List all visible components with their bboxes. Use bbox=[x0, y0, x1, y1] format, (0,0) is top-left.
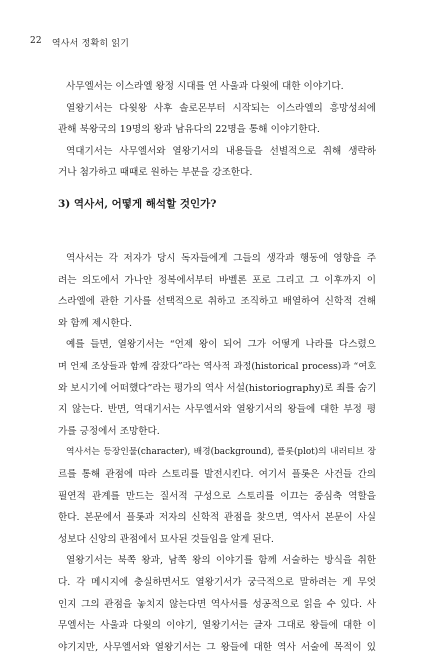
text-line: 르를 통해 관점에 따라 스토리를 발전시킨다. 여기서 플롯은 사건들 간의 bbox=[58, 468, 376, 480]
text-line: 인지 그의 관점을 놓치지 않는다면 역사서를 성공적으로 읽을 수 있다. 사 bbox=[58, 598, 376, 610]
text-line: 와 보시기에 어떠했다”라는 평가의 역사 서설(historiography)로 죄를 숨기 bbox=[58, 382, 376, 394]
text-line: 관해 북왕국의 19명의 왕과 남유다의 22명을 통해 이야기한다. bbox=[58, 124, 320, 136]
text-line: 역대기서는 사무엘서와 열왕기서의 내용들을 선별적으로 취해 생략하 bbox=[66, 145, 376, 157]
text-line: 예를 들면, 열왕기서는 “언제 왕이 되어 그가 어떻게 나라를 다스렸으 bbox=[66, 339, 376, 351]
page-number: 22 bbox=[30, 36, 42, 46]
text-line: 열왕기서는 다윗왕 사후 솔로몬부터 시작되는 이스라엘의 흥망성쇠에 bbox=[66, 102, 376, 114]
text-line: 스라엘에 관한 기사를 선택적으로 취하고 조직하고 배열하여 신학적 견해 bbox=[58, 296, 376, 308]
text-line: 사무엘서는 이스라엘 왕정 시대를 연 사울과 다윗에 대한 이야기다. bbox=[66, 81, 344, 92]
text-line: 다. 각 메시지에 충실하면서도 열왕기서가 궁극적으로 말하려는 게 무엇 bbox=[58, 576, 376, 588]
intro-paragraphs bbox=[58, 76, 376, 184]
text-line: 성보다 신앙의 관점에서 묘사된 것들임을 알게 된다. bbox=[58, 533, 274, 545]
running-title: 역사서 정확히 읽기 bbox=[51, 39, 130, 49]
body-paragraphs bbox=[58, 248, 376, 658]
text-line: 역사서는 등장인물(character), 배경(background), 플롯(plot)의 내러티브 장 bbox=[66, 447, 376, 458]
text-line: 필연적 관계를 만드는 질서적 구성으로 스토리를 이끄는 중심축 역할을 bbox=[58, 490, 376, 502]
text-line: 며 언제 조상들과 함께 잠잤다”라는 역사적 과정(historical process)과 “여호 bbox=[58, 360, 376, 372]
text-line: 역사서는 각 저자가 당시 독자들에게 그들의 생각과 행동에 영향을 주 bbox=[66, 253, 376, 264]
text-line: 가를 긍정에서 조망한다. bbox=[58, 425, 160, 437]
text-line: 한다. 본문에서 플롯과 저자의 신학적 관점을 찾으면, 역사서 본문이 사실 bbox=[58, 512, 376, 524]
text-line: 열왕기서는 북쪽 왕과, 남쪽 왕의 이야기를 함께 서술하는 방식을 취한 bbox=[66, 555, 376, 567]
running-header bbox=[30, 36, 129, 49]
text-line: 무엘서는 사울과 다윗의 이야기, 열왕기서는 글자 그대로 왕들에 대한 이 bbox=[58, 620, 376, 632]
text-line: 려는 의도에서 가나안 정복에서부터 바벨론 포로 그리고 그 이후까지 이 bbox=[58, 274, 376, 286]
text-line: 와 함께 제시한다. bbox=[58, 317, 133, 329]
text-line: 거나 첨가하고 때때로 원하는 부분을 강조한다. bbox=[58, 167, 253, 179]
section-heading: 3) 역사서, 어떻게 해석할 것인가? bbox=[58, 198, 217, 210]
text-line: 지 않는다. 반면, 역대기서는 사무엘서와 열왕기서의 왕들에 대한 부정 평 bbox=[58, 404, 376, 416]
text-line: 야기지만, 사무엘서와 열왕기서는 그 왕들에 대한 역사 서술에 목적이 있 bbox=[58, 641, 376, 653]
